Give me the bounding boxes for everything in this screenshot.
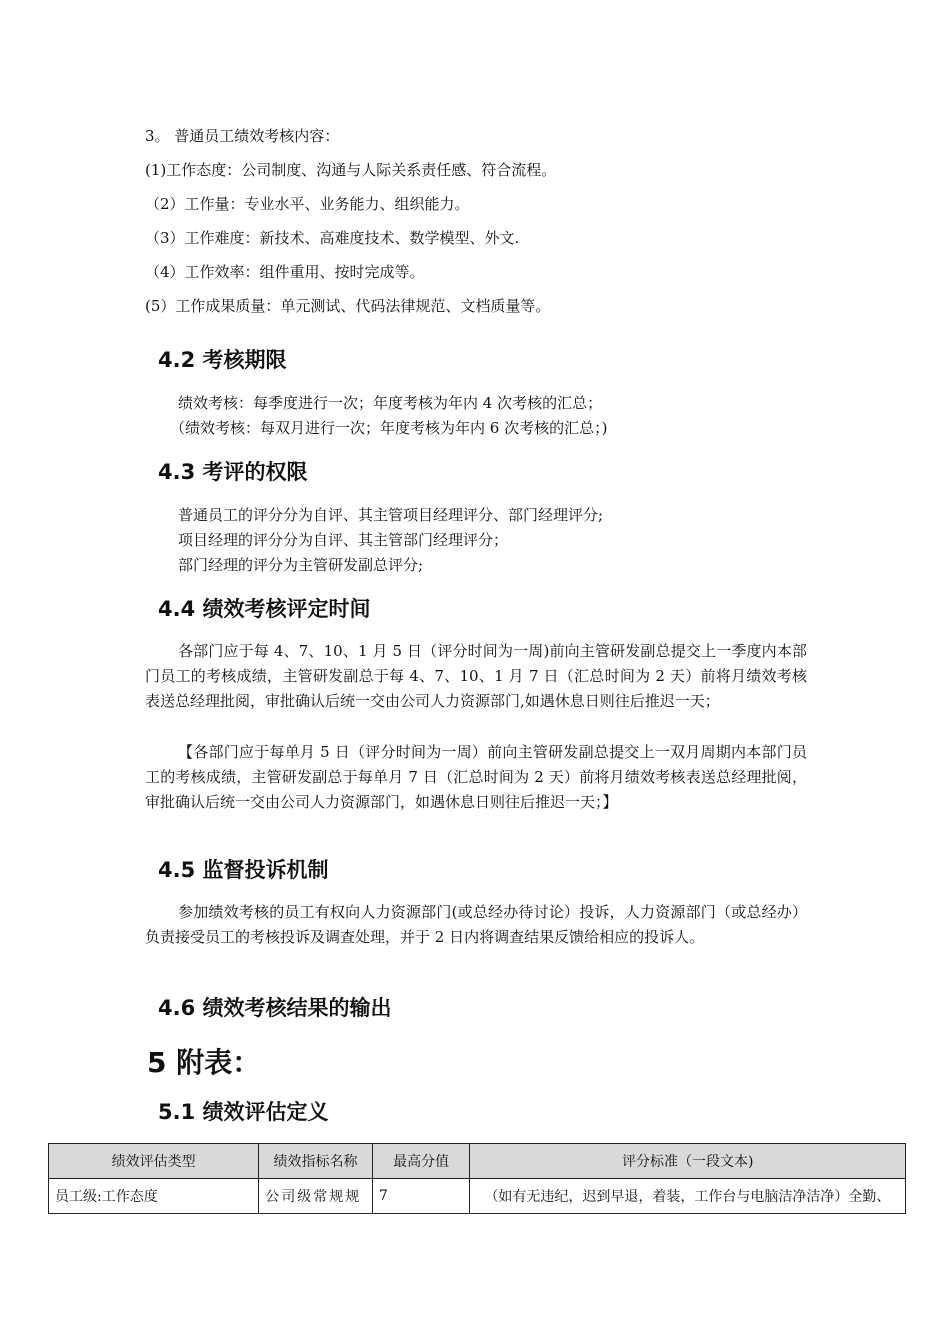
table-header-cell: 绩效评估类型: [49, 1144, 259, 1179]
table-header-cell: 最高分值: [372, 1144, 470, 1179]
s43-line-2: 项目经理的评分分为自评、其主管部门经理评分；: [178, 531, 509, 549]
heading-4-4: 4.4 绩效考核评定时间: [158, 597, 371, 621]
section3-item-2: （2）工作量：专业水平、业务能力、组织能力。: [145, 195, 470, 213]
s42-line-2: （绩效考核：每双月进行一次；年度考核为年内 6 次考核的汇总；): [170, 419, 608, 437]
section3-item-5: (5）工作成果质量：单元测试、代码法律规范、文档质量等。: [145, 297, 551, 315]
s44-paragraph-2: 【各部门应于每单月 5 日（评分时间为一周）前向主管研发副总提交上一双月周期内本部门员工的考核成绩，主管研发副总于每单月 7 日（汇总时间为 2 天）前将月绩效考核表送总经理批阅，审批确认后统一交由公司人力资源部门，如遇休息日则往后推迟一天；】: [145, 743, 807, 811]
table-row: [49, 1179, 906, 1214]
table-cell: 7: [372, 1179, 470, 1214]
table-header-row: [49, 1144, 906, 1179]
table-header-cell: 评分标准（一段文本): [470, 1144, 906, 1179]
s44-paragraph-1: 各部门应于每 4、7、10、1 月 5 日（评分时间为一周)前向主管研发副总提交上一季度内本部门员工的考核成绩，主管研发副总于每 4、7、10、1 月 7 日（汇总时间为 2 天）前将月绩效考核表送总经理批阅，审批确认后统一交由公司人力资源部门,如遇休息日则往后推迟一天；: [145, 642, 807, 710]
heading-5-1: 5.1 绩效评估定义: [158, 1100, 329, 1124]
table-header-cell: 绩效指标名称: [259, 1144, 373, 1179]
section3-item-4: （4）工作效率：组件重用、按时完成等。: [145, 263, 425, 281]
s43-line-1: 普通员工的评分分为自评、其主管项目经理评分、部门经理评分;: [178, 506, 604, 524]
section3-item-1: (1)工作态度：公司制度、沟通与人际关系责任感、符合流程。: [145, 161, 557, 179]
heading-4-6: 4.6 绩效考核结果的输出: [158, 996, 392, 1020]
s45-paragraph: 参加绩效考核的员工有权向人力资源部门(或总经办待讨论）投诉，人力资源部门（或总经办）负责接受员工的考核投诉及调查处理，并于 2 日内将调查结果反馈给相应的投诉人。: [145, 903, 807, 946]
table-cell: 员工级:工作态度: [49, 1179, 259, 1214]
table-cell: 公司级常规规: [259, 1179, 373, 1214]
heading-4-2: 4.2 考核期限: [158, 348, 287, 372]
section3-intro: 3。 普通员工绩效考核内容：: [145, 127, 340, 145]
heading-4-3: 4.3 考评的权限: [158, 460, 308, 484]
section3-item-3: （3）工作难度：新技术、高难度技术、数学模型、外文.: [145, 229, 520, 247]
heading-4-5: 4.5 监督投诉机制: [158, 858, 329, 882]
table-cell: （如有无违纪，迟到早退，着装，工作台与电脑洁净洁净）全勤、: [470, 1179, 906, 1214]
performance-definition-table: [48, 1143, 906, 1214]
heading-5: 5 附表：: [147, 1046, 261, 1079]
s43-line-3: 部门经理的评分为主管研发副总评分;: [178, 556, 424, 574]
s42-line-1: 绩效考核：每季度进行一次；年度考核为年内 4 次考核的汇总；: [178, 394, 603, 412]
